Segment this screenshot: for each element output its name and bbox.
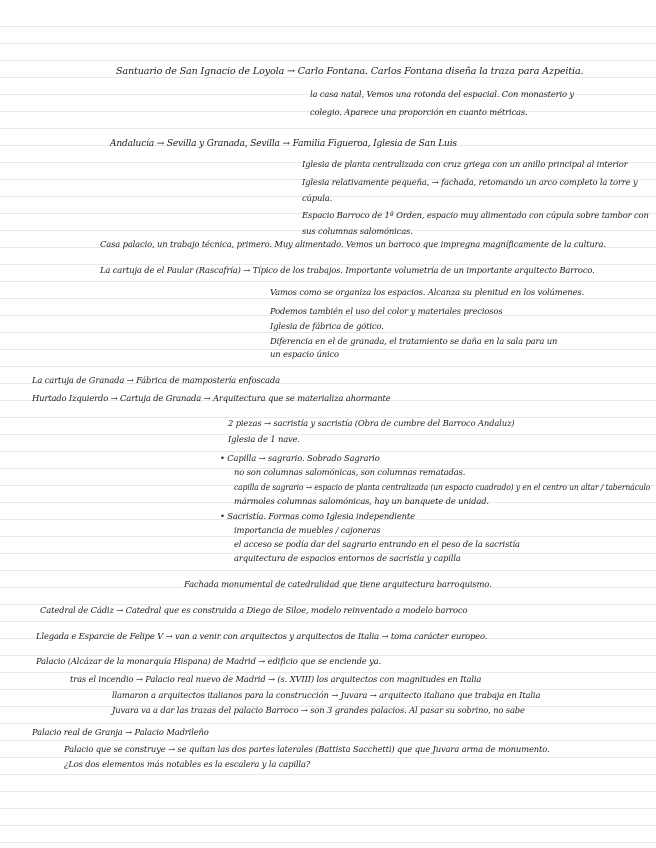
note-line: llamaron a arquitectos italianos para la construcción → Juvara → arquitecto italiano que trabaja en Italia <box>112 690 541 700</box>
note-line: Santuario de San Ignacio de Loyola → Carlo Fontana. Carlos Fontana diseña la traza para Azpeitia. <box>116 66 584 77</box>
note-line: no son columnas salomónicas, son columnas rematadas. <box>234 467 466 477</box>
note-line: Casa palacio, un trabajo técnica, primero. Muy alimentado. Vemos un barroco que impregna magníficamente de la cultura. <box>100 239 606 249</box>
note-line: Iglesia de fábrica de gótico. <box>270 321 384 331</box>
note-line: Catedral de Cádiz → Catedral que es construida a Diego de Siloe, modelo reinventado a modelo barroco <box>40 605 468 615</box>
note-line: arquitectura de espacios entornos de sacristía y capilla <box>234 553 461 563</box>
note-line: Podemos también el uso del color y materiales preciosos <box>270 306 503 316</box>
note-line: Juvara va a dar las trazas del palacio Barroco → son 3 grandes palacios. Al pasar su sobrino, no sabe <box>112 705 525 715</box>
note-line: Hurtado Izquierdo → Cartuja de Granada → Arquitectura que se materializa ahormante <box>32 393 391 403</box>
note-line: el acceso se podía dar del sagrario entrando en el peso de la sacristía <box>234 539 520 549</box>
note-line: la casa natal, Vemos una rotonda del espacial. Con monasterio y <box>310 89 575 99</box>
note-line: importancia de muebles / cajoneras <box>234 525 381 535</box>
note-line: Vamos como se organiza los espacios. Alcanza su plenitud en los volúmenes. <box>270 287 585 297</box>
note-line: Palacio que se construye → se quitan las dos partes laterales (Battista Sacchetti) que que Juvara arma de monumento. <box>64 744 550 754</box>
note-line: un espacio único <box>270 349 339 359</box>
note-line: sus columnas salomónicas. <box>302 226 413 236</box>
note-line: mármoles columnas salomónicas, hay un banquete de unidad. <box>234 496 489 506</box>
note-line: Espacio Barroco de 1ª Orden, espacio muy alimentado con cúpula sobre tambor con <box>302 210 649 220</box>
note-line: colegio. Aparece una proporción en cuanto métricas. <box>310 107 528 117</box>
note-line: • Capilla → sagrario. Sobrado Sagrario <box>220 453 380 463</box>
note-line: ¿Los dos elementos más notables es la escalera y la capilla? <box>64 759 311 769</box>
note-line: Andalucía → Sevilla y Granada, Sevilla → Familia Figueroa, Iglesia de San Luis <box>110 139 457 149</box>
note-line: • Sacristía. Formas como Iglesia independiente <box>220 511 415 521</box>
note-line: Llegada e Esparcie de Felipe V → van a venir con arquitectos y arquitectos de Italia → toma carácter europeo. <box>36 631 488 641</box>
note-line: Iglesia de 1 nave. <box>228 434 300 444</box>
note-line: Iglesia relativamente pequeña, → fachada, retomando un arco completo la torre y <box>302 177 638 187</box>
note-line: Fachada monumental de catedralidad que tiene arquitectura barroquismo. <box>184 579 492 589</box>
note-line: La cartuja de Granada → Fábrica de mampostería enfoscada <box>32 375 280 385</box>
note-line: Palacio (Alcázar de la monarquía Hispana) de Madrid → edificio que se enciende ya. <box>36 656 382 666</box>
note-line: Iglesia de planta centralizada con cruz griega con un anillo principal al interior <box>302 159 628 169</box>
note-line: Diferencia en el de granada, el tratamiento se daña en la sala para un <box>270 336 558 346</box>
note-line: tras el incendio → Palacio real nuevo de Madrid → (s. XVIII) los arquitectos con magnitudes en Italia <box>70 674 482 684</box>
note-line: 2 piezas → sacristía y sacristía (Obra de cumbre del Barroco Andaluz) <box>228 418 515 428</box>
note-line: cúpula. <box>302 193 333 203</box>
note-line: Palacio real de Granja → Palacio Madrileño <box>32 727 209 737</box>
note-line: capilla de sagrario → espacio de planta centralizada (un espacio cuadrado) y en el centro un altar / tabernáculo <box>234 482 651 492</box>
note-line: La cartuja de el Paular (Rascafría) → Típico de los trabajos. Importante volumetría de un importante arquitecto Barroco. <box>100 265 595 275</box>
